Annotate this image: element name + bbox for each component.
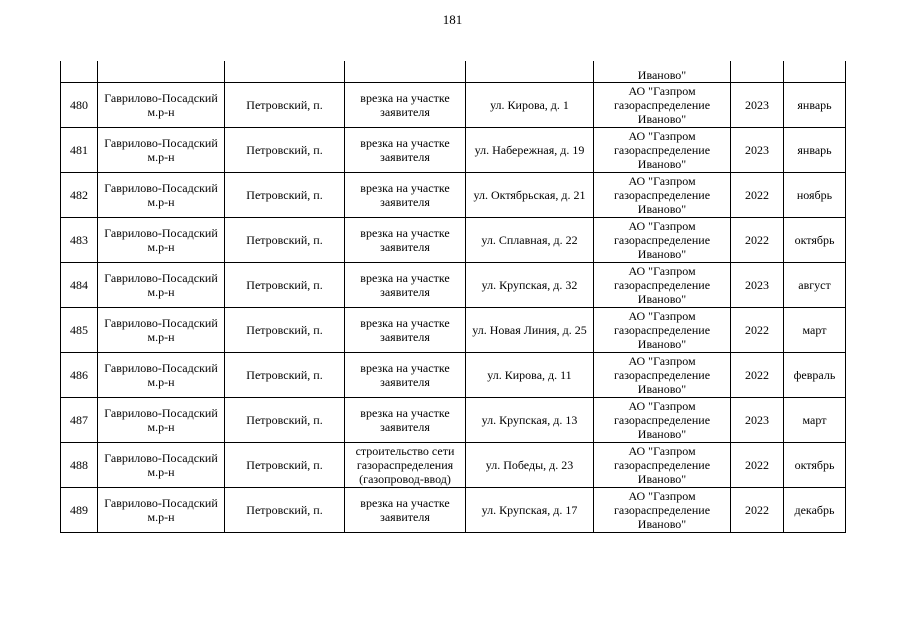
cell-organization: АО "Газпром газораспределение Иваново" xyxy=(594,398,731,443)
cell-address: ул. Новая Линия, д. 25 xyxy=(466,308,594,353)
cell-settlement: Петровский, п. xyxy=(225,173,345,218)
cell-number: 488 xyxy=(61,443,98,488)
cell-month: февраль xyxy=(784,353,846,398)
cell-organization: АО "Газпром газораспределение Иваново" xyxy=(594,353,731,398)
cell-address: ул. Октябрьская, д. 21 xyxy=(466,173,594,218)
cell-address: ул. Крупская, д. 17 xyxy=(466,488,594,533)
cell-number: 487 xyxy=(61,398,98,443)
cell-work-type: врезка на участке заявителя xyxy=(345,353,466,398)
cell-organization: АО "Газпром газораспределение Иваново" xyxy=(594,263,731,308)
cell-district: Гаврилово-Посадский м.р-н xyxy=(98,173,225,218)
table-row-continued xyxy=(61,61,846,83)
cell-settlement xyxy=(225,61,345,83)
table-row xyxy=(61,128,846,173)
cell-work-type: врезка на участке заявителя xyxy=(345,308,466,353)
cell-year xyxy=(731,61,784,83)
cell-work-type: врезка на участке заявителя xyxy=(345,83,466,128)
cell-address: ул. Победы, д. 23 xyxy=(466,443,594,488)
cell-year: 2023 xyxy=(731,83,784,128)
cell-work-type: врезка на участке заявителя xyxy=(345,398,466,443)
cell-district: Гаврилово-Посадский м.р-н xyxy=(98,353,225,398)
cell-number: 484 xyxy=(61,263,98,308)
cell-district: Гаврилово-Посадский м.р-н xyxy=(98,308,225,353)
cell-number: 481 xyxy=(61,128,98,173)
cell-work-type: строительство сети газораспределения (газопровод-ввод) xyxy=(345,443,466,488)
table-row xyxy=(61,443,846,488)
cell-year: 2022 xyxy=(731,443,784,488)
cell-work-type: врезка на участке заявителя xyxy=(345,263,466,308)
cell-settlement: Петровский, п. xyxy=(225,128,345,173)
page-number: 181 xyxy=(442,12,463,27)
cell-district: Гаврилово-Посадский м.р-н xyxy=(98,128,225,173)
cell-organization: АО "Газпром газораспределение Иваново" xyxy=(594,218,731,263)
table-row xyxy=(61,488,846,533)
cell-month: март xyxy=(784,308,846,353)
cell-work-type: врезка на участке заявителя xyxy=(345,218,466,263)
table-row xyxy=(61,83,846,128)
cell-settlement: Петровский, п. xyxy=(225,308,345,353)
table-row xyxy=(61,398,846,443)
cell-district: Гаврилово-Посадский м.р-н xyxy=(98,398,225,443)
cell-settlement: Петровский, п. xyxy=(225,398,345,443)
cell-number: 485 xyxy=(61,308,98,353)
cell-address: ул. Крупская, д. 13 xyxy=(466,398,594,443)
cell-address: ул. Крупская, д. 32 xyxy=(466,263,594,308)
cell-year: 2022 xyxy=(731,308,784,353)
cell-month: октябрь xyxy=(784,218,846,263)
cell-settlement: Петровский, п. xyxy=(225,443,345,488)
cell-address: ул. Кирова, д. 11 xyxy=(466,353,594,398)
cell-district: Гаврилово-Посадский м.р-н xyxy=(98,218,225,263)
cell-work-type: врезка на участке заявителя xyxy=(345,128,466,173)
cell-work-type xyxy=(345,61,466,83)
cell-settlement: Петровский, п. xyxy=(225,83,345,128)
cell-year: 2023 xyxy=(731,128,784,173)
table-row xyxy=(61,353,846,398)
cell-year: 2023 xyxy=(731,263,784,308)
cell-address: ул. Сплавная, д. 22 xyxy=(466,218,594,263)
cell-settlement: Петровский, п. xyxy=(225,263,345,308)
cell-number: 483 xyxy=(61,218,98,263)
cell-settlement: Петровский, п. xyxy=(225,353,345,398)
cell-month: январь xyxy=(784,128,846,173)
table-row xyxy=(61,173,846,218)
cell-number xyxy=(61,61,98,83)
cell-organization: АО "Газпром газораспределение Иваново" xyxy=(594,443,731,488)
cell-organization: АО "Газпром газораспределение Иваново" xyxy=(594,173,731,218)
table-row xyxy=(61,263,846,308)
cell-work-type: врезка на участке заявителя xyxy=(345,173,466,218)
cell-number: 486 xyxy=(61,353,98,398)
cell-month: ноябрь xyxy=(784,173,846,218)
cell-district: Гаврилово-Посадский м.р-н xyxy=(98,488,225,533)
cell-year: 2022 xyxy=(731,173,784,218)
table-row xyxy=(61,218,846,263)
cell-month: март xyxy=(784,398,846,443)
cell-organization: АО "Газпром газораспределение Иваново" xyxy=(594,488,731,533)
cell-organization: АО "Газпром газораспределение Иваново" xyxy=(594,83,731,128)
cell-address: ул. Набережная, д. 19 xyxy=(466,128,594,173)
cell-year: 2022 xyxy=(731,218,784,263)
cell-district: Гаврилово-Посадский м.р-н xyxy=(98,83,225,128)
gas-connection-table xyxy=(60,61,846,533)
cell-month: декабрь xyxy=(784,488,846,533)
cell-address xyxy=(466,61,594,83)
cell-month: октябрь xyxy=(784,443,846,488)
cell-settlement: Петровский, п. xyxy=(225,488,345,533)
cell-settlement: Петровский, п. xyxy=(225,218,345,263)
cell-work-type: врезка на участке заявителя xyxy=(345,488,466,533)
cell-year: 2022 xyxy=(731,488,784,533)
cell-year: 2022 xyxy=(731,353,784,398)
table-row xyxy=(61,308,846,353)
cell-organization: АО "Газпром газораспределение Иваново" xyxy=(594,308,731,353)
cell-month: январь xyxy=(784,83,846,128)
cell-organization: Иваново" xyxy=(594,61,731,83)
cell-month: август xyxy=(784,263,846,308)
cell-month xyxy=(784,61,846,83)
cell-number: 480 xyxy=(61,83,98,128)
cell-district: Гаврилово-Посадский м.р-н xyxy=(98,443,225,488)
cell-number: 482 xyxy=(61,173,98,218)
cell-organization: АО "Газпром газораспределение Иваново" xyxy=(594,128,731,173)
cell-address: ул. Кирова, д. 1 xyxy=(466,83,594,128)
cell-district: Гаврилово-Посадский м.р-н xyxy=(98,263,225,308)
cell-number: 489 xyxy=(61,488,98,533)
cell-year: 2023 xyxy=(731,398,784,443)
cell-district xyxy=(98,61,225,83)
